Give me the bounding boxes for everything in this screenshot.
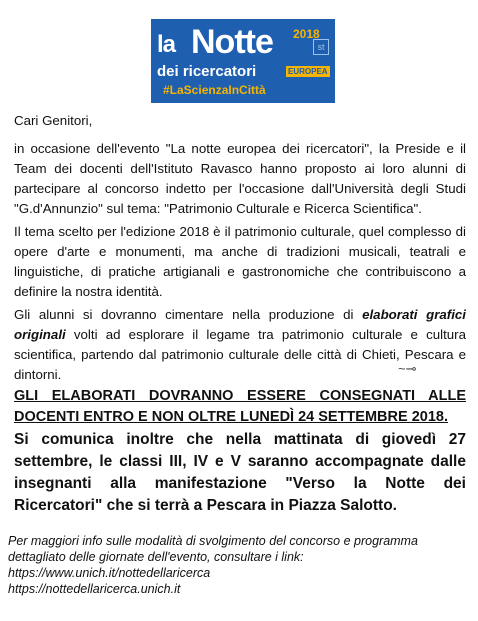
deadline-notice: GLI ELABORATI DOVRANNO ESSERE CONSEGNATI ALLE DOCENTI ENTRO E NON OLTRE LUNEDÌ 24 SETTEMBRE 2018. — [14, 388, 466, 425]
info-link-2[interactable]: https://nottedellaricerca.unich.it — [8, 582, 181, 596]
logo-hashtag: #LaScienzaInCittà — [163, 83, 266, 97]
task-text-after: volti ad esplorare il legame tra patrimonio culturale e cultura scientifica, partendo dal patrimonio culturale delle città di Chieti, Pescara e dintorni. — [14, 327, 466, 382]
info-link-1[interactable]: https://www.unich.it/nottedellaricerca — [8, 566, 211, 580]
logo-notte-text: Notte — [191, 23, 273, 61]
logo-st-badge: st — [313, 39, 329, 55]
event-logo — [151, 19, 335, 103]
info-section — [8, 533, 466, 597]
logo-europea-badge: EUROPEA — [288, 67, 328, 76]
paragraph-intro: in occasione dell'evento "La notte europea dei ricercatori", la Preside e il Team dei docenti dell'Istituto Ravasco hanno proposto ai loro alunni di partecipare al concorso indetto per l'occasione dall'Università degli Studi "G.d'Annunzio" sul tema: "Patrimonio Culturale e Ricerca Scientifica". — [14, 141, 466, 216]
salutation: Cari Genitori, — [14, 113, 93, 128]
logo-dei-ricercatori: dei ricercatori — [157, 63, 257, 80]
task-emphasis: elaborati grafici originali — [14, 307, 466, 342]
handwritten-mark-icon: ~⊸ — [398, 361, 417, 376]
event-announcement: Si comunica inoltre che nella mattinata di giovedì 27 settembre, le classi III, IV e V saranno accompagnate dalle insegnanti alla manifestazione "Verso la Notte dei Ricercatori" che si terrà a Pescara in Piazza Salotto. — [14, 431, 466, 514]
logo-la-text: la — [157, 31, 176, 58]
task-text-before: Gli alunni si dovranno cimentare nella produzione di — [14, 307, 363, 322]
paragraph-theme: Il tema scelto per l'edizione 2018 è il patrimonio culturale, quel complesso di opere d'arte e monumenti, ma anche di tradizioni musicali, teatrali e linguistiche, di pratiche artigianali e gastronomiche che contribuiscono a definire la nostra identità. — [14, 224, 466, 299]
info-text: Per maggiori info sulle modalità di svolgimento del concorso e programma dettagliato delle giornate dell'evento, consultare i link: — [8, 534, 418, 564]
logo-year: 2018 — [293, 27, 320, 41]
